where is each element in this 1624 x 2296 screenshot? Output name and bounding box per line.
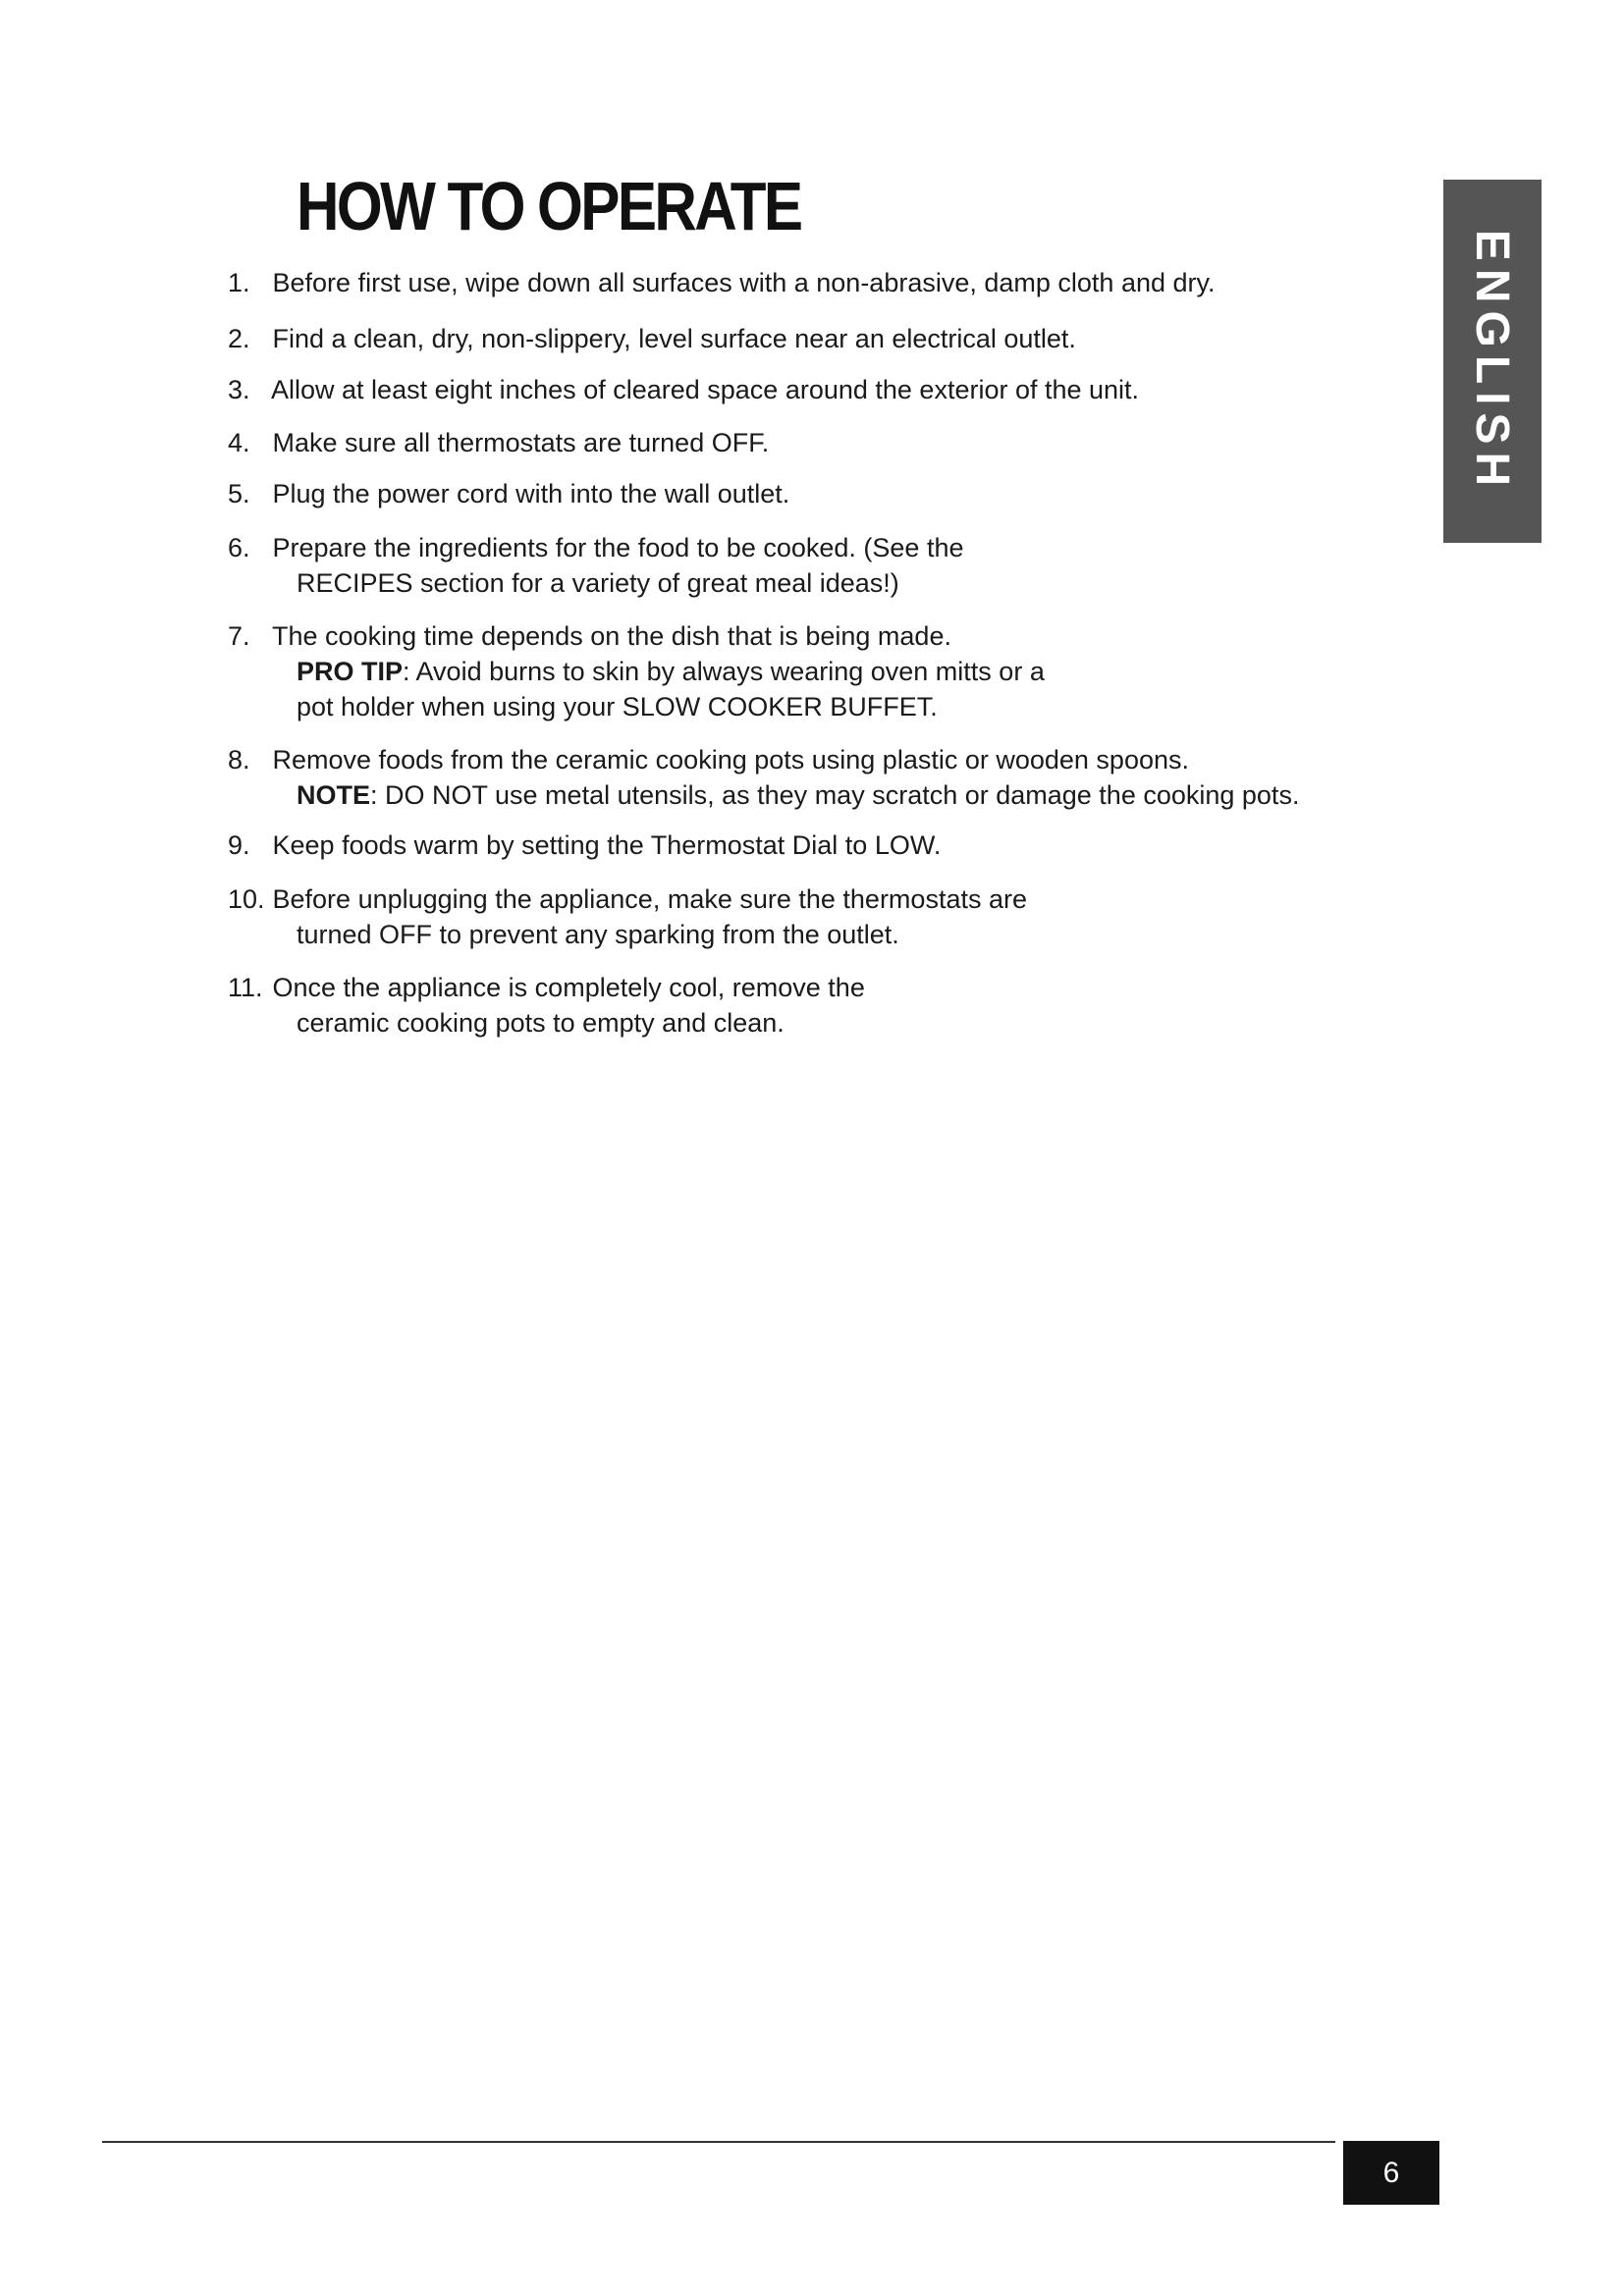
- step-number: 11.: [228, 973, 263, 1002]
- step-number: 3.: [228, 375, 250, 404]
- language-tab-label: ENGLISH: [1466, 229, 1519, 494]
- step-11: [228, 970, 865, 1041]
- step-5: [228, 476, 789, 511]
- step-number: 10.: [228, 884, 265, 914]
- step-3: [228, 372, 1139, 407]
- step-8: [228, 742, 1299, 813]
- step-number: 7.: [228, 621, 250, 651]
- step-text: Keep foods warm by setting the Thermostat Dial to LOW.: [272, 830, 942, 860]
- step-text: The cooking time depends on the dish that is being made.: [272, 621, 951, 651]
- step-text: Once the appliance is completely cool, remove the: [272, 973, 865, 1002]
- step-number: 6.: [228, 533, 250, 562]
- step-9: [228, 828, 941, 863]
- step-1: [228, 265, 1216, 300]
- step-continuation: ceramic cooking pots to empty and clean.: [297, 1008, 785, 1038]
- page-number: 6: [1343, 2141, 1439, 2205]
- step-text: Remove foods from the ceramic cooking pots using plastic or wooden spoons.: [272, 745, 1189, 774]
- step-text: Prepare the ingredients for the food to be cooked. (See the: [272, 533, 964, 562]
- language-tab: [1443, 180, 1542, 543]
- step-text: Find a clean, dry, non-slippery, level surface near an electrical outlet.: [272, 324, 1076, 353]
- note-text: : DO NOT use metal utensils, as they may scratch or damage the cooking pots.: [370, 780, 1300, 810]
- note-label: NOTE: [297, 780, 371, 810]
- pro-tip: [228, 654, 1045, 689]
- step-4: [228, 425, 769, 460]
- step-number: 1.: [228, 268, 250, 297]
- step-text: Before unplugging the appliance, make sure the thermostats are: [272, 884, 1027, 914]
- step-continuation: turned OFF to prevent any sparking from the outlet.: [297, 920, 899, 949]
- step-2: [228, 321, 1076, 356]
- step-10: [228, 881, 1027, 952]
- step-text: Plug the power cord with into the wall outlet.: [272, 479, 790, 508]
- pro-tip-label: PRO TIP: [297, 657, 404, 686]
- step-text: Make sure all thermostats are turned OFF.: [272, 428, 770, 457]
- step-number: 2.: [228, 324, 250, 353]
- step-number: 9.: [228, 830, 250, 860]
- step-text: Before first use, wipe down all surfaces with a non-abrasive, damp cloth and dry.: [272, 268, 1216, 297]
- step-6: [228, 530, 963, 601]
- page-title: HOW TO OPERATE: [297, 168, 801, 244]
- footer-divider: [102, 2141, 1335, 2143]
- step-7: [228, 618, 1045, 724]
- step-number: 4.: [228, 428, 250, 457]
- pro-tip-continuation: pot holder when using your SLOW COOKER BUFFET.: [297, 692, 938, 721]
- note: [228, 777, 1299, 813]
- step-number: 5.: [228, 479, 250, 508]
- step-number: 8.: [228, 745, 250, 774]
- step-continuation: RECIPES section for a variety of great meal ideas!): [297, 568, 899, 598]
- step-text: Allow at least eight inches of cleared space around the exterior of the unit.: [271, 375, 1140, 404]
- pro-tip-text: : Avoid burns to skin by always wearing oven mitts or a: [403, 657, 1045, 686]
